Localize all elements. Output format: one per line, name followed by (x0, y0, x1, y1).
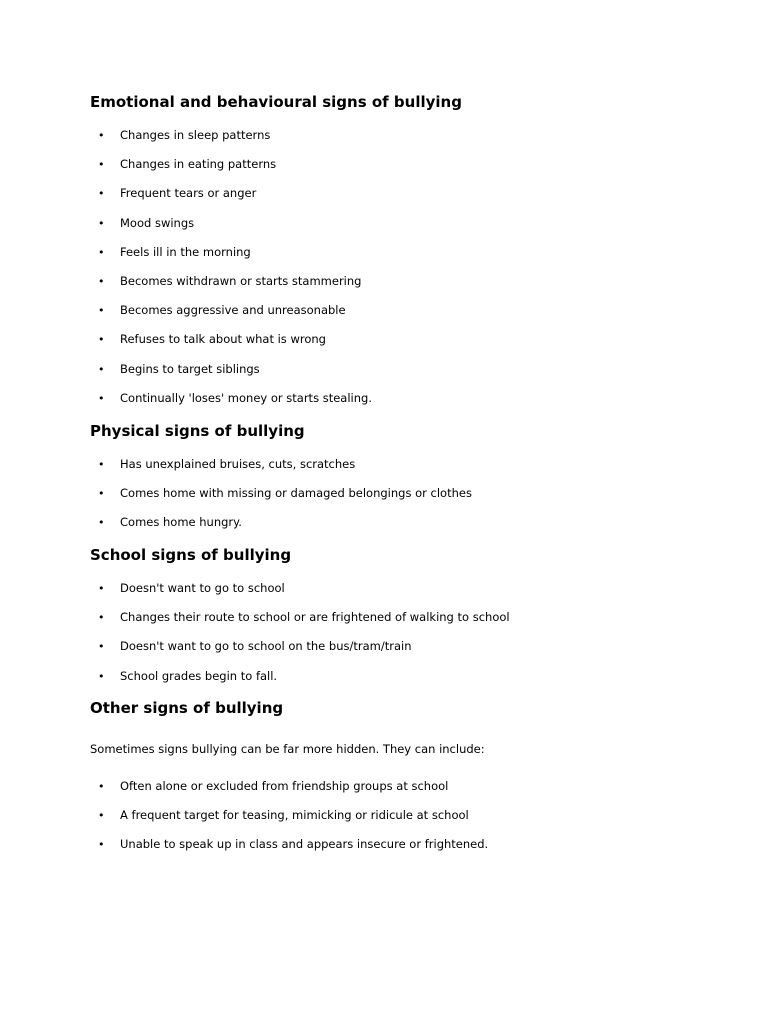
bullet-icon: • (98, 669, 105, 683)
bullet-icon: • (98, 333, 105, 347)
bullet-list (90, 457, 730, 545)
bullet-icon: • (98, 245, 105, 259)
list-item: • A frequent target for teasing, mimicking or ridicule at school (98, 808, 469, 823)
section-physical (90, 422, 730, 545)
list-item: • Begins to target siblings (98, 361, 260, 376)
list-item: • Doesn't want to go to school on the bus/tram/train (98, 639, 412, 654)
bullet-icon: • (98, 362, 105, 376)
bullet-icon: • (98, 458, 105, 471)
bullet-icon: • (98, 838, 105, 852)
bullet-icon: • (98, 187, 105, 201)
section-school (90, 546, 730, 698)
list-item: • Mood swings (98, 215, 195, 230)
list-item: • Unable to speak up in class and appears insecure or frightened. (98, 837, 489, 852)
list-item: • Continually 'loses' money or starts stealing. (98, 390, 372, 405)
section-intro: Sometimes signs bullying can be far more hidden. They can include: (90, 742, 485, 756)
list-item: • Changes in sleep patterns (98, 128, 271, 142)
list-item: • Has unexplained bruises, cuts, scratches (98, 457, 356, 471)
list-item: • Becomes withdrawn or starts stammering (98, 273, 362, 288)
list-item: • Refuses to talk about what is wrong (98, 332, 326, 347)
bullet-list (90, 128, 730, 420)
list-item: • Doesn't want to go to school (98, 581, 285, 595)
bullet-icon: • (98, 611, 105, 625)
bullet-icon: • (98, 516, 105, 530)
bullet-icon: • (98, 274, 105, 288)
bullet-icon: • (98, 809, 105, 823)
section-heading: School signs of bullying (90, 546, 292, 564)
list-item: • School grades begin to fall. (98, 668, 278, 683)
bullet-icon: • (98, 129, 105, 142)
list-item: • Comes home hungry. (98, 515, 242, 530)
bullet-icon: • (98, 582, 105, 595)
bullet-icon: • (98, 780, 105, 793)
section-heading: Physical signs of bullying (90, 422, 305, 440)
bullet-icon: • (98, 640, 105, 654)
bullet-icon: • (98, 391, 105, 405)
list-item: • Often alone or excluded from friendship groups at school (98, 779, 449, 793)
bullet-list (90, 779, 730, 867)
bullet-icon: • (98, 304, 105, 318)
section-heading: Emotional and behavioural signs of bullying (90, 93, 462, 111)
bullet-icon: • (98, 487, 105, 501)
list-item: • Feels ill in the morning (98, 244, 251, 259)
section-other (90, 699, 730, 867)
bullet-list (90, 581, 730, 698)
list-item: • Frequent tears or anger (98, 186, 257, 201)
bullet-icon: • (98, 158, 105, 172)
section-heading: Other signs of bullying (90, 699, 284, 717)
list-item: • Changes in eating patterns (98, 157, 277, 172)
list-item: • Comes home with missing or damaged belongings or clothes (98, 486, 472, 501)
section-emotional (90, 93, 730, 420)
list-item: • Changes their route to school or are frightened of walking to school (98, 610, 510, 625)
list-item: • Becomes aggressive and unreasonable (98, 303, 346, 318)
bullet-icon: • (98, 216, 105, 230)
